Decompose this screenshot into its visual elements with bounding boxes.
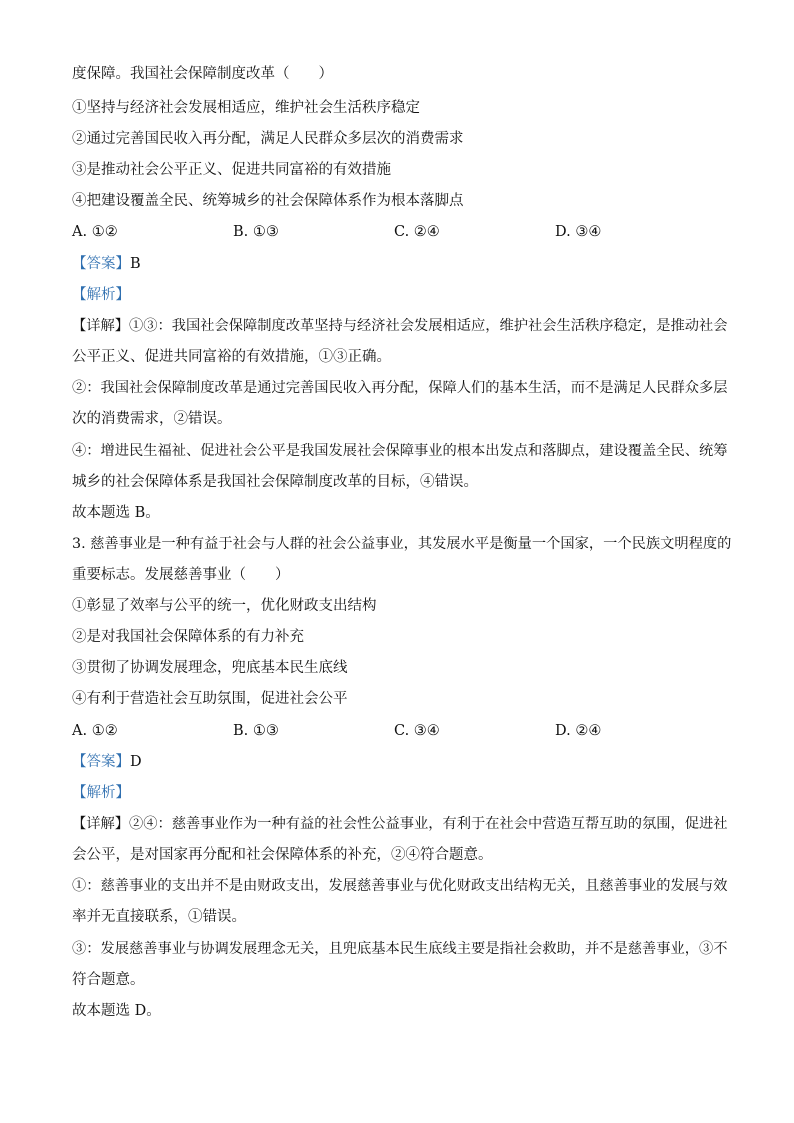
q2-detail-line-6: 城乡的社会保障体系是我国社会保障制度改革的目标，④错误。 bbox=[72, 474, 478, 490]
q2-detail-line-4: 次的消费需求，②错误。 bbox=[72, 411, 232, 427]
q2-detail-line-2: 公平正义、促进共同富裕的有效措施，①③正确。 bbox=[72, 349, 391, 365]
q3-analysis-tag bbox=[72, 783, 732, 803]
q3-detail-line-2: 会公平，是对国家再分配和社会保障体系的补充，②④符合题意。 bbox=[72, 847, 493, 863]
q3-option-b: B. ①③ bbox=[233, 723, 279, 739]
q3-stem-line-2: 重要标志。发展慈善事业（ ） bbox=[72, 567, 290, 583]
q3-answer-tag: 【答案】 bbox=[72, 754, 130, 770]
q2-detail-line-5: ④：增进民生福祉、促进社会公平是我国发展社会保障事业的根本出发点和落脚点，建设覆盖全民、统筹 bbox=[72, 443, 728, 459]
q3-item-4: ④有利于营造社会互助氛围，促进社会公平 bbox=[72, 691, 348, 707]
q3-detail-line-3: ①：慈善事业的支出并不是由财政支出，发展慈善事业与优化财政支出结构无关，且慈善事业的发展与效 bbox=[72, 878, 728, 894]
q2-detail-tag: 【详解】 bbox=[72, 318, 130, 334]
q3-option-c: C. ③④ bbox=[394, 723, 440, 739]
q2-answer bbox=[72, 254, 732, 274]
q3-detail-line-4: 率并无直接联系，①错误。 bbox=[72, 909, 246, 925]
q2-conclusion: 故本题选 B。 bbox=[72, 505, 160, 521]
q2-option-b: B. ①③ bbox=[233, 224, 279, 240]
q2-detail-text-1: ①③：我国社会保障制度改革坚持与经济社会发展相适应，维护社会生活秩序稳定，是推动社会 bbox=[129, 318, 728, 334]
q3-option-a: A. ①② bbox=[72, 723, 118, 739]
q3-detail-text-1: ②④：慈善事业作为一种有益的社会性公益事业，有利于在社会中营造互帮互助的氛围，促进社 bbox=[129, 816, 728, 832]
q3-stem-line-1: 3. 慈善事业是一种有益于社会与人群的社会公益事业，其发展水平是衡量一个国家，一个民族文明程度的 bbox=[72, 536, 732, 552]
q3-detail-line-6: 符合题意。 bbox=[72, 972, 145, 988]
q2-answer-tag: 【答案】 bbox=[72, 256, 130, 272]
q2-stem-tail: 度保障。我国社会保障制度改革（ ） bbox=[72, 66, 333, 82]
q3-item-3: ③贯彻了协调发展理念，兜底基本民生底线 bbox=[72, 660, 348, 676]
q3-detail-line-1 bbox=[72, 814, 732, 834]
q2-option-a: A. ①② bbox=[72, 224, 118, 240]
q3-item-2: ②是对我国社会保障体系的有力补充 bbox=[72, 629, 304, 645]
q3-analysis-label: 【解析】 bbox=[72, 785, 130, 801]
q3-conclusion: 故本题选 D。 bbox=[72, 1003, 161, 1019]
q2-item-1: ①坚持与经济社会发展相适应，维护社会生活秩序稳定 bbox=[72, 100, 420, 116]
q2-option-c: C. ②④ bbox=[394, 224, 440, 240]
q3-item-1: ①彰显了效率与公平的统一，优化财政支出结构 bbox=[72, 598, 377, 614]
q2-detail-line-3: ②：我国社会保障制度改革是通过完善国民收入再分配，保障人们的基本生活，而不是满足人民群众多层 bbox=[72, 380, 728, 396]
q3-detail-tag: 【详解】 bbox=[72, 816, 130, 832]
q2-option-d: D. ③④ bbox=[555, 224, 602, 240]
q2-analysis-label: 【解析】 bbox=[72, 287, 130, 303]
q3-option-d: D. ②④ bbox=[555, 723, 602, 739]
q2-item-4: ④把建设覆盖全民、统筹城乡的社会保障体系作为根本落脚点 bbox=[72, 193, 464, 209]
q3-answer-value: D bbox=[130, 754, 142, 770]
q3-detail-line-5: ③：发展慈善事业与协调发展理念无关，且兜底基本民生底线主要是指社会救助，并不是慈善事业，③不 bbox=[72, 941, 728, 957]
q3-answer bbox=[72, 752, 732, 772]
q2-answer-value: B bbox=[130, 256, 141, 272]
q2-item-3: ③是推动社会公平正义、促进共同富裕的有效措施 bbox=[72, 162, 391, 178]
q3-options bbox=[72, 721, 732, 741]
q2-detail-line-1 bbox=[72, 316, 732, 336]
q2-item-2: ②通过完善国民收入再分配，满足人民群众多层次的消费需求 bbox=[72, 131, 464, 147]
q2-options bbox=[72, 222, 732, 242]
q2-analysis-tag bbox=[72, 285, 732, 305]
